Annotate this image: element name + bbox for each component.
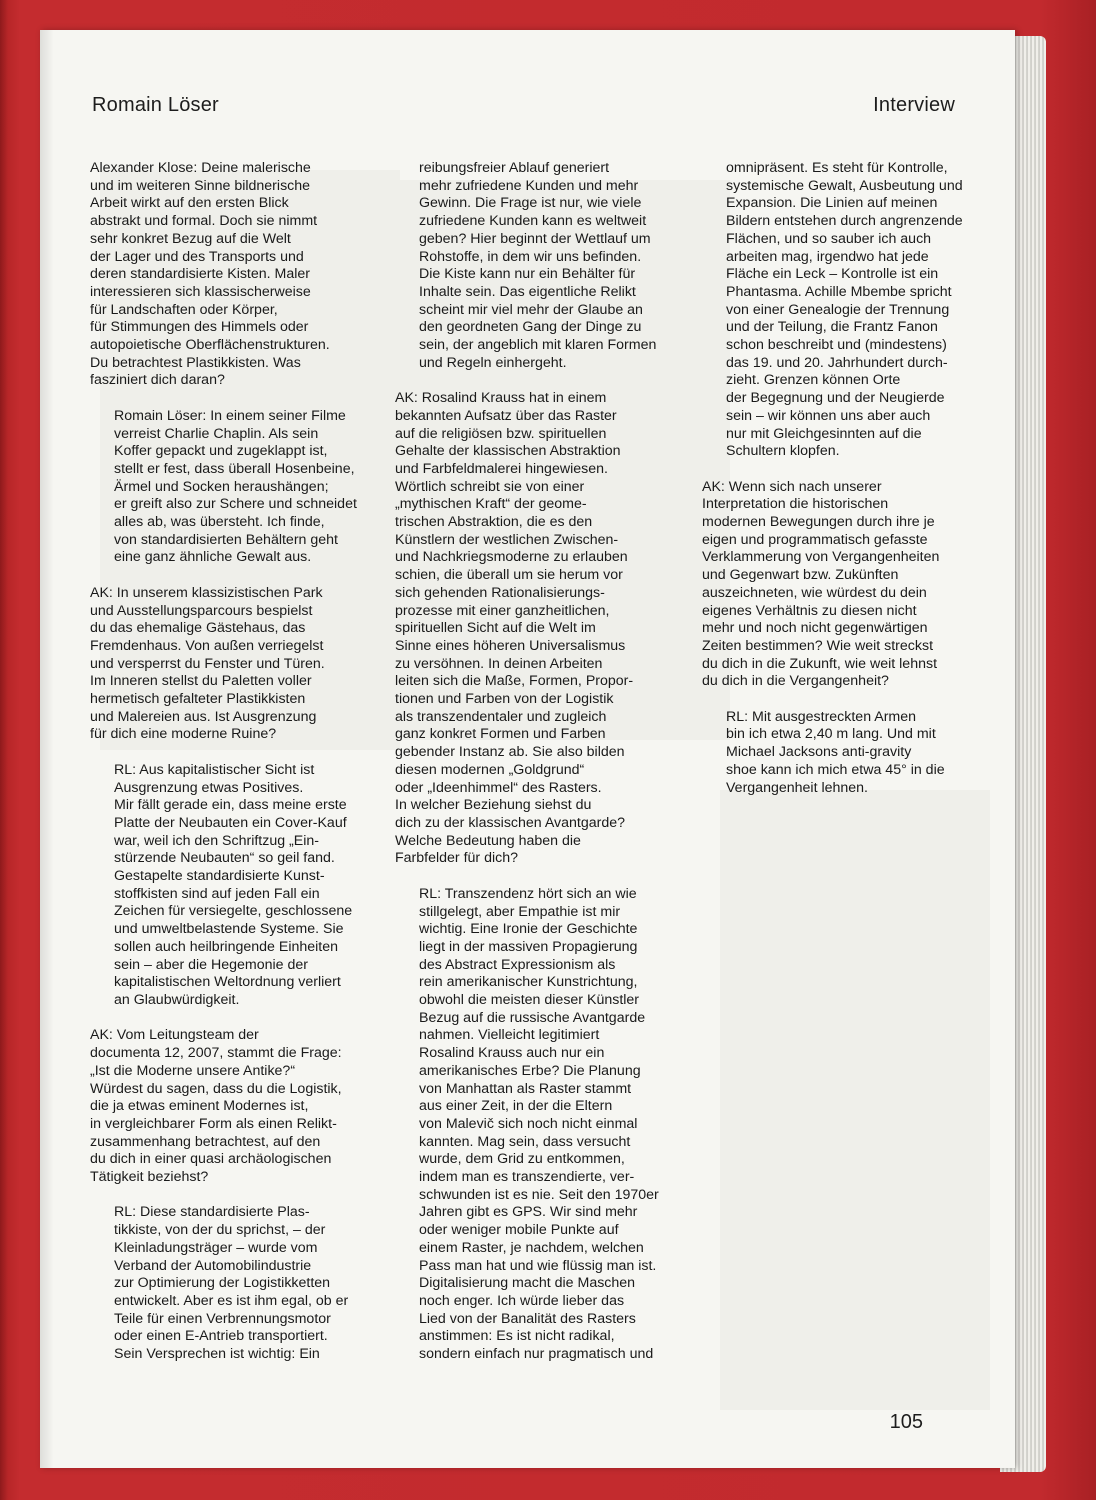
text-line: Würdest du sagen, dass du die Logistik, xyxy=(90,1080,342,1097)
text-line: Gehalte der klassischen Abstraktion xyxy=(395,443,621,460)
text-line: nahmen. Vielleicht legitimiert xyxy=(419,1027,600,1044)
text-line: zur Optimierung der Logistikketten xyxy=(114,1275,331,1292)
interview-paragraph xyxy=(702,160,1002,461)
text-line: Zeichen für versiegelte, geschlossene xyxy=(114,903,353,920)
text-line: Romain Löser: In einem seiner Filme xyxy=(114,407,346,424)
page-number: 105 xyxy=(889,1411,923,1433)
text-line: amerikanisches Erbe? Die Planung xyxy=(419,1062,641,1079)
interview-paragraph xyxy=(90,585,390,744)
text-line: Bildern entstehen durch angrenzende xyxy=(726,213,963,230)
text-line: Gestapelte standardisierte Kunst- xyxy=(114,868,325,885)
text-line: eigenes Verhältnis zu diesen nicht xyxy=(702,602,917,619)
text-line: schwunden ist es nie. Seit den 1970er xyxy=(419,1186,659,1203)
text-line: und versperrst du Fenster und Türen. xyxy=(90,655,325,672)
text-line: eigen und programmatisch gefasste xyxy=(702,531,928,548)
text-line: mehr zufriedene Kunden und mehr xyxy=(419,177,639,194)
text-line: sein – aber die Hegemonie der xyxy=(114,956,309,973)
text-line: sein – wir können uns aber auch xyxy=(726,407,931,424)
text-line: von einer Genealogie der Trennung xyxy=(726,301,950,318)
text-line: Vergangenheit lehnen. xyxy=(726,779,868,796)
text-line: Im Inneren stellst du Paletten voller xyxy=(90,673,312,690)
text-line: der Lager und des Transports und xyxy=(90,248,304,265)
text-line: abstrakt und formal. Doch sie nimmt xyxy=(90,213,318,230)
text-line: scheint mir viel mehr der Glaube an xyxy=(419,301,643,318)
text-line: „mythischen Kraft“ der geome- xyxy=(395,496,587,513)
text-line: oder einen E-Antrieb transportiert. xyxy=(114,1328,328,1345)
text-line: und Malereien aus. Ist Ausgrenzung xyxy=(90,708,317,725)
show-through-block xyxy=(720,790,990,1410)
text-line: Arbeit wirkt auf den ersten Blick xyxy=(90,195,289,212)
text-line: eine ganz ähnliche Gewalt aus. xyxy=(114,549,312,566)
text-line: sondern einfach nur pragmatisch und xyxy=(419,1346,654,1363)
text-line: AK: In unserem klassizistischen Park xyxy=(90,584,323,601)
text-line: Michael Jacksons anti-gravity xyxy=(726,744,912,761)
text-column-1 xyxy=(90,160,390,1381)
text-line: und Gegenwart bzw. Zukünften xyxy=(702,567,899,584)
text-line: Fremdenhaus. Von außen verriegelst xyxy=(90,637,324,654)
text-line: von Malevič sich noch nicht einmal xyxy=(419,1115,638,1132)
text-line: den geordneten Gang der Dinge zu xyxy=(419,319,642,336)
text-line: indem man es transzendierte, ver- xyxy=(419,1169,635,1186)
text-line: obwohl die meisten dieser Künstler xyxy=(419,992,640,1009)
text-line: schien, die überall um sie herum vor xyxy=(395,567,623,584)
text-line: du dich in die Zukunft, wie weit lehnst xyxy=(702,655,938,672)
text-line: Sein Versprechen ist wichtig: Ein xyxy=(114,1346,320,1363)
text-line: für Landschaften oder Körper, xyxy=(90,301,278,318)
text-line: zufriedene Kunden kann es weltweit xyxy=(419,213,647,230)
text-line: stoffkisten sind auf jeden Fall ein xyxy=(114,885,320,902)
text-line: AK: Rosalind Krauss hat in einem xyxy=(395,390,607,407)
text-column-2 xyxy=(395,160,695,1381)
text-line: auf die religiösen bzw. spirituellen xyxy=(395,425,607,442)
text-line: „Ist die Moderne unsere Antike?“ xyxy=(90,1062,296,1079)
text-line: trischen Abstraktion, die es den xyxy=(395,514,593,531)
text-line: zieht. Grenzen können Orte xyxy=(726,372,901,389)
text-line: Jahren gibt es GPS. Wir sind mehr xyxy=(419,1204,638,1221)
text-line: Teile für einen Verbrennungsmotor xyxy=(114,1310,331,1327)
interview-paragraph xyxy=(90,1027,390,1186)
text-line: sein, der angeblich mit klaren Formen xyxy=(419,337,657,354)
text-line: nur mit Gleichgesinnten auf die xyxy=(726,425,922,442)
text-line: autopoietische Oberflächenstrukturen. xyxy=(90,337,330,354)
text-line: das 19. und 20. Jahrhundert durch- xyxy=(726,354,948,371)
book-page xyxy=(40,30,1015,1468)
text-line: des Abstract Expressionism als xyxy=(419,956,616,973)
text-line: Sinne eines höheren Universalismus xyxy=(395,637,626,654)
running-head-section: Interview xyxy=(873,94,955,116)
text-line: kannten. Mag sein, dass versucht xyxy=(419,1133,631,1150)
text-line: Zeiten bestimmen? Wie weit streckst xyxy=(702,637,934,654)
text-line: Du betrachtest Plastikkisten. Was xyxy=(90,354,301,371)
text-line: reibungsfreier Ablauf generiert xyxy=(419,160,610,176)
interview-paragraph xyxy=(90,408,390,567)
text-line: der Begegnung und der Neugierde xyxy=(726,390,945,407)
text-line: Expansion. Die Linien auf meinen xyxy=(726,195,938,212)
text-line: und Farbfeldmalerei hingewiesen. xyxy=(395,460,608,477)
text-line: stellt er fest, dass überall Hosenbeine, xyxy=(114,460,355,477)
text-line: Welche Bedeutung haben die xyxy=(395,832,581,849)
text-line: Ärmel und Socken heraushängen; xyxy=(114,478,329,495)
text-line: rein amerikanischer Kunstrichtung, xyxy=(419,974,638,991)
text-line: modernen Bewegungen durch ihre je xyxy=(702,514,935,531)
text-line: Bezug auf die russische Avantgarde xyxy=(419,1009,646,1026)
text-line: verreist Charlie Chaplin. Als sein xyxy=(114,425,319,442)
text-line: entwickelt. Aber es ist ihm egal, ob er xyxy=(114,1292,349,1309)
text-line: hermetisch gefalteter Plastikkisten xyxy=(90,691,306,708)
text-line: bin ich etwa 2,40 m lang. Und mit xyxy=(726,726,936,743)
text-line: sehr konkret Bezug auf die Welt xyxy=(90,230,291,247)
text-line: Wörtlich schreibt sie von einer xyxy=(395,478,585,495)
text-line: Alexander Klose: Deine malerische xyxy=(90,160,311,176)
text-line: Künstlern der westlichen Zwischen- xyxy=(395,531,619,548)
text-line: an Glaubwürdigkeit. xyxy=(114,992,240,1008)
text-line: du dich in einer quasi archäologischen xyxy=(90,1151,332,1168)
text-line: Schultern klopfen. xyxy=(726,443,840,460)
text-line: anstimmen: Es ist nicht radikal, xyxy=(419,1328,615,1345)
text-line: schon beschreibt und (mindestens) xyxy=(726,337,947,354)
text-line: sollen auch heilbringende Einheiten xyxy=(114,938,339,955)
text-line: und Nachkriegsmoderne zu erlauben xyxy=(395,549,628,566)
text-line: Lied von der Banalität des Rasters xyxy=(419,1310,636,1327)
interview-paragraph xyxy=(702,709,1002,798)
running-head-author: Romain Löser xyxy=(92,94,219,116)
text-line: Platte der Neubauten ein Cover-Kauf xyxy=(114,814,347,831)
text-line: einem Raster, je nachdem, welchen xyxy=(419,1239,644,1256)
text-line: Fläche ein Leck – Kontrolle ist ein xyxy=(726,266,939,283)
text-line: war, weil ich den Schriftzug „Ein- xyxy=(114,832,320,849)
text-line: du das ehemalige Gästehaus, das xyxy=(90,620,306,637)
interview-paragraph xyxy=(395,160,695,372)
text-line: diesen modernen „Goldgrund“ xyxy=(395,761,585,778)
interview-paragraph xyxy=(90,762,390,1010)
text-line: oder „Ideenhimmel“ des Rasters. xyxy=(395,779,602,796)
text-line: als transzendentaler und zugleich xyxy=(395,708,607,725)
text-line: Kleinladungsträger – wurde vom xyxy=(114,1239,318,1256)
text-line: sich gehenden Rationalisierungs- xyxy=(395,584,605,601)
text-line: kapitalistischen Weltordnung verliert xyxy=(114,974,341,991)
text-line: und Ausstellungsparcours bespielst xyxy=(90,602,313,619)
interview-paragraph xyxy=(90,160,390,390)
text-line: RL: Diese standardisierte Plas- xyxy=(114,1204,310,1221)
text-line: AK: Vom Leitungsteam der xyxy=(90,1027,259,1044)
text-line: liegt in der massiven Propagierung xyxy=(419,938,638,955)
interview-paragraph xyxy=(90,1204,390,1363)
text-line: RL: Aus kapitalistischer Sicht ist xyxy=(114,761,315,778)
text-line: alles ab, was übersteht. Ich finde, xyxy=(114,514,325,531)
text-line: Verband der Automobilindustrie xyxy=(114,1257,312,1274)
text-line: die ja etwas eminent Modernes ist, xyxy=(90,1098,309,1115)
text-line: documenta 12, 2007, stammt die Frage: xyxy=(90,1045,342,1062)
text-line: für Stimmungen des Himmels oder xyxy=(90,319,309,336)
text-line: dich zu der klassischen Avantgarde? xyxy=(395,815,626,831)
text-line: er greift also zur Schere und schneidet xyxy=(114,496,357,513)
text-column-3 xyxy=(702,160,1002,815)
text-line: tionen und Farben von der Logistik xyxy=(395,691,614,708)
interview-paragraph xyxy=(395,886,695,1364)
text-line: Mir fällt gerade ein, dass meine erste xyxy=(114,797,347,814)
text-line: deren standardisierte Kisten. Maler xyxy=(90,266,311,283)
text-line: auszeichneten, wie würdest du dein xyxy=(702,584,927,601)
text-line: gebender Instanz ab. Sie also bilden xyxy=(395,744,625,761)
text-line: und der Teilung, die Frantz Fanon xyxy=(726,319,938,336)
text-line: RL: Mit ausgestreckten Armen xyxy=(726,708,917,725)
text-line: wichtig. Eine Ironie der Geschichte xyxy=(419,921,638,938)
text-line: Inhalte sein. Das eigentliche Relikt xyxy=(419,283,636,300)
text-line: für dich eine moderne Ruine? xyxy=(90,726,277,743)
text-line: wurde, dem Grid zu entkommen, xyxy=(419,1151,625,1168)
text-line: Digitalisierung macht die Maschen xyxy=(419,1275,636,1292)
text-line: in vergleichbarer Form als einen Relikt- xyxy=(90,1115,337,1132)
text-line: mehr und noch nicht gegenwärtigen xyxy=(702,620,928,637)
text-line: shoe kann ich mich etwa 45° in die xyxy=(726,761,945,778)
text-line: von standardisierten Behältern geht xyxy=(114,531,338,548)
text-line: stillgelegt, aber Empathie ist mir xyxy=(419,903,621,920)
text-line: spirituellen Sicht auf die Welt im xyxy=(395,620,596,637)
text-line: Verklammerung von Vergangenheiten xyxy=(702,549,940,566)
text-line: Ausgrenzung etwas Positives. xyxy=(114,779,304,796)
interview-paragraph xyxy=(702,479,1002,691)
text-line: Farbfelder für dich? xyxy=(395,850,519,867)
text-line: arbeiten mag, irgendwo hat jede xyxy=(726,248,929,265)
text-line: prozesse mit einer ganzheitlichen, xyxy=(395,602,610,619)
text-line: In welcher Beziehung siehst du xyxy=(395,797,592,814)
text-line: tikkiste, von der du sprichst, – der xyxy=(114,1222,326,1239)
text-line: RL: Transzendenz hört sich an wie xyxy=(419,885,637,902)
text-line: du dich in die Vergangenheit? xyxy=(702,673,889,690)
text-line: Gewinn. Die Frage ist nur, wie viele xyxy=(419,195,642,212)
text-line: Rosalind Krauss auch nur ein xyxy=(419,1045,605,1062)
text-line: Phantasma. Achille Mbembe spricht xyxy=(726,283,952,300)
text-line: Tätigkeit beziehst? xyxy=(90,1169,209,1186)
text-line: Interpretation die historischen xyxy=(702,496,889,513)
text-line: zu versöhnen. In deinen Arbeiten xyxy=(395,655,603,672)
text-line: ganz konkret Formen und Farben xyxy=(395,726,606,743)
text-line: aus einer Zeit, in der die Eltern xyxy=(419,1098,613,1115)
text-line: Flächen, und so sauber ich auch xyxy=(726,230,932,247)
text-line: fasziniert dich daran? xyxy=(90,372,225,389)
text-line: und Regeln einhergeht. xyxy=(419,354,567,371)
text-line: von Manhattan als Raster stammt xyxy=(419,1080,632,1097)
text-line: interessieren sich klassischerweise xyxy=(90,283,311,300)
text-line: bekannten Aufsatz über das Raster xyxy=(395,407,617,424)
text-line: geben? Hier beginnt der Wettlauf um xyxy=(419,230,651,247)
text-line: AK: Wenn sich nach unserer xyxy=(702,478,882,495)
text-line: oder weniger mobile Punkte auf xyxy=(419,1222,619,1239)
text-line: omnipräsent. Es steht für Kontrolle, xyxy=(726,160,948,176)
text-line: noch enger. Ich würde lieber das xyxy=(419,1292,625,1309)
text-line: Die Kiste kann nur ein Behälter für xyxy=(419,266,636,283)
text-line: systemische Gewalt, Ausbeutung und xyxy=(726,177,963,194)
text-line: zusammenhang betrachtest, auf den xyxy=(90,1133,321,1150)
text-line: stürzende Neubauten“ so geil fand. xyxy=(114,850,335,867)
interview-paragraph xyxy=(395,390,695,868)
text-line: und umweltbelastende Systeme. Sie xyxy=(114,921,344,938)
text-line: Koffer gepackt und zugeklappt ist, xyxy=(114,443,328,460)
text-line: Pass man hat und wie flüssig man ist. xyxy=(419,1257,657,1274)
text-line: und im weiteren Sinne bildnerische xyxy=(90,177,311,194)
text-line: leiten sich die Maße, Formen, Propor- xyxy=(395,673,634,690)
text-line: Rohstoffe, in dem wir uns befinden. xyxy=(419,248,642,265)
